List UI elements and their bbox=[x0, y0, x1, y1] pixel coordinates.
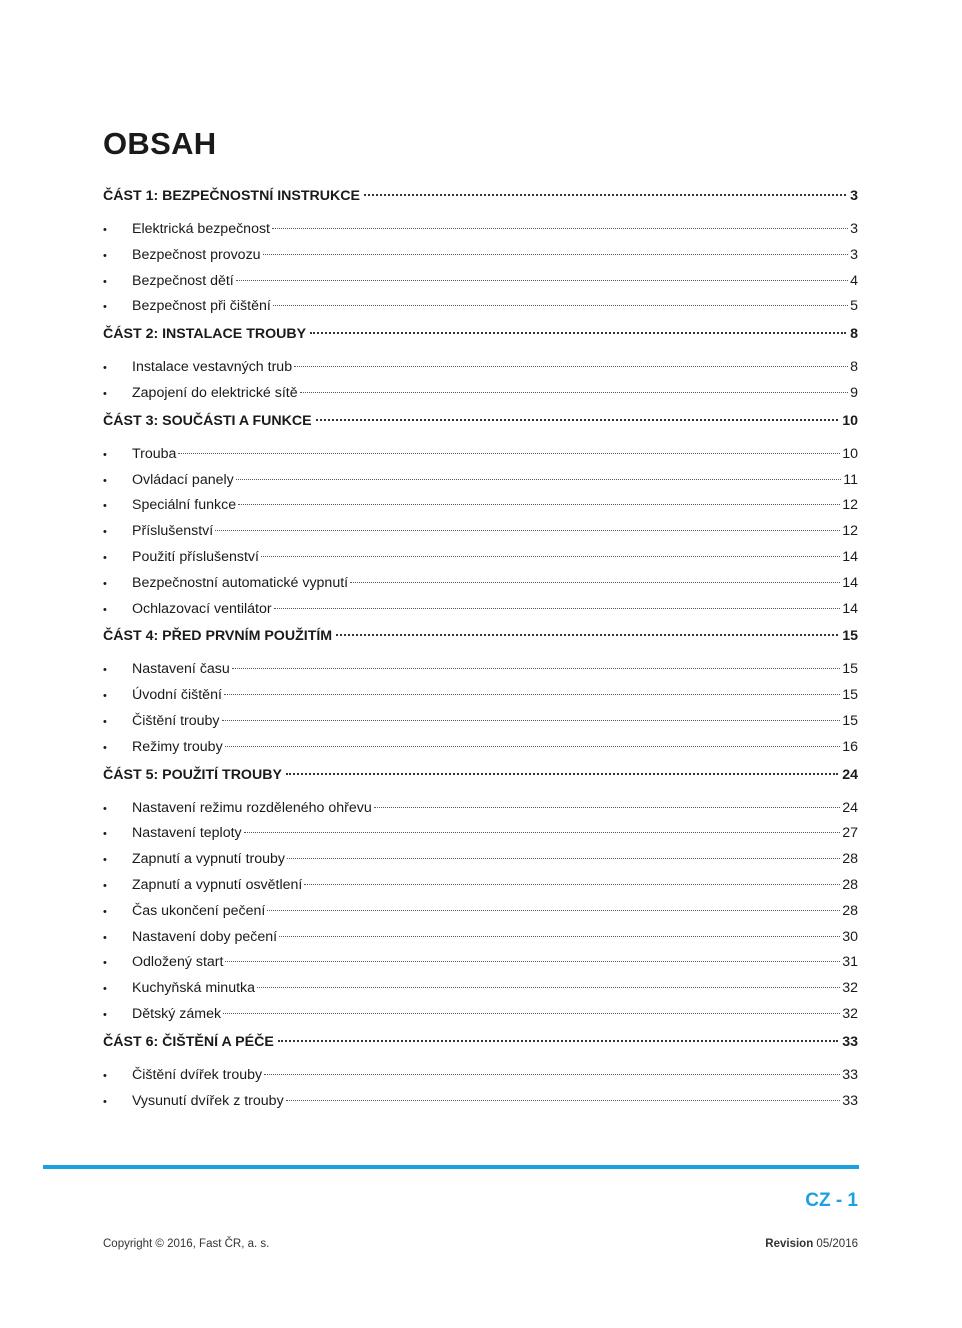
toc-item-page: 15 bbox=[842, 712, 858, 729]
bullet-icon: • bbox=[103, 905, 107, 918]
section-page-number: 33 bbox=[842, 1033, 858, 1050]
toc-section bbox=[103, 1034, 858, 1119]
toc-item-page: 28 bbox=[842, 876, 858, 893]
toc-item-label: Dětský zámek bbox=[132, 1005, 222, 1022]
bullet-icon: • bbox=[103, 690, 107, 703]
toc-item[interactable] bbox=[103, 980, 858, 1006]
toc-item-page: 28 bbox=[842, 851, 858, 868]
section-title: ČÁST 5: POUŽITÍ TROUBY bbox=[103, 766, 282, 783]
toc-item[interactable] bbox=[103, 446, 858, 472]
toc-item-page: 24 bbox=[842, 799, 858, 816]
dot-leader bbox=[310, 332, 846, 334]
dot-leader bbox=[336, 634, 838, 636]
toc-item[interactable] bbox=[103, 903, 858, 929]
bullet-icon: • bbox=[103, 1008, 107, 1021]
toc-item[interactable] bbox=[103, 825, 858, 851]
section-page-number: 10 bbox=[842, 412, 858, 429]
bullet-icon: • bbox=[103, 500, 107, 513]
toc-item-page: 15 bbox=[842, 687, 858, 704]
toc-section bbox=[103, 767, 858, 1032]
toc-item-page: 32 bbox=[842, 1005, 858, 1022]
bullet-icon: • bbox=[103, 603, 107, 616]
toc-item-page: 3 bbox=[850, 246, 858, 263]
toc-item-label: Bezpečnost při čištění bbox=[132, 298, 271, 315]
bullet-icon: • bbox=[103, 1095, 107, 1108]
section-title: ČÁST 6: ČIŠTĚNÍ A PÉČE bbox=[103, 1033, 274, 1050]
dot-leader bbox=[263, 254, 849, 255]
toc-item[interactable] bbox=[103, 1006, 858, 1032]
dot-leader bbox=[300, 392, 849, 393]
dot-leader bbox=[224, 694, 840, 695]
bullet-icon: • bbox=[103, 301, 107, 314]
bullet-icon: • bbox=[103, 224, 107, 236]
toc-item-label: Ochlazovací ventilátor bbox=[132, 600, 272, 617]
section-title: ČÁST 3: SOUČÁSTI A FUNKCE bbox=[103, 412, 312, 429]
dot-leader bbox=[261, 556, 840, 557]
dot-leader bbox=[178, 453, 840, 454]
dot-leader bbox=[267, 910, 840, 911]
dot-leader bbox=[278, 1040, 838, 1042]
dot-leader bbox=[286, 1100, 841, 1101]
toc-item-label: Zapnutí a vypnutí osvětlení bbox=[132, 876, 303, 893]
dot-leader bbox=[236, 280, 848, 281]
dot-leader bbox=[304, 884, 840, 885]
toc-item-label: Nastavení režimu rozděleného ohřevu bbox=[132, 799, 372, 816]
section-page-number: 24 bbox=[842, 766, 858, 783]
toc-item[interactable] bbox=[103, 1067, 858, 1093]
footer-divider bbox=[43, 1165, 859, 1169]
toc-item[interactable] bbox=[103, 713, 858, 739]
toc-item-list bbox=[103, 1067, 858, 1119]
dot-leader bbox=[223, 1013, 840, 1014]
toc-item-page: 4 bbox=[850, 272, 858, 289]
toc-item[interactable] bbox=[103, 661, 858, 687]
bullet-icon: • bbox=[103, 715, 107, 728]
toc-section-heading[interactable] bbox=[103, 413, 858, 443]
toc-item-label: Zapojení do elektrické sítě bbox=[132, 384, 298, 401]
toc-item[interactable] bbox=[103, 601, 858, 627]
toc-item-label: Příslušenství bbox=[132, 523, 214, 540]
toc-item[interactable] bbox=[103, 549, 858, 575]
section-title: ČÁST 1: BEZPEČNOSTNÍ INSTRUKCE bbox=[103, 188, 360, 204]
toc-item-page: 16 bbox=[842, 738, 858, 755]
toc-section bbox=[103, 628, 858, 764]
toc-item-page: 27 bbox=[842, 825, 858, 842]
toc-item[interactable] bbox=[103, 851, 858, 877]
bullet-icon: • bbox=[103, 879, 107, 892]
toc-item-label: Úvodní čištění bbox=[132, 687, 222, 704]
bullet-icon: • bbox=[103, 1069, 107, 1082]
bullet-icon: • bbox=[103, 931, 107, 944]
toc-item-page: 9 bbox=[850, 384, 858, 401]
toc-item-label: Čas ukončení pečení bbox=[132, 902, 266, 919]
dot-leader bbox=[287, 858, 840, 859]
toc-item-list bbox=[103, 800, 858, 1032]
toc-item-label: Vysunutí dvířek z trouby bbox=[132, 1092, 284, 1109]
toc-item[interactable] bbox=[103, 523, 858, 549]
dot-leader bbox=[350, 582, 840, 583]
toc-item-label: Nastavení teploty bbox=[132, 825, 242, 842]
toc-item[interactable] bbox=[103, 954, 858, 980]
toc-item[interactable] bbox=[103, 472, 858, 498]
dot-leader bbox=[236, 479, 842, 480]
dot-leader bbox=[264, 1074, 840, 1075]
toc-item-label: Odložený start bbox=[132, 954, 224, 971]
toc-item-label: Čištění dvířek trouby bbox=[132, 1066, 263, 1083]
dot-leader bbox=[232, 668, 840, 669]
dot-leader bbox=[222, 720, 841, 721]
toc-item-label: Speciální funkce bbox=[132, 497, 237, 514]
toc-section bbox=[103, 413, 858, 627]
bullet-icon: • bbox=[103, 448, 107, 461]
toc-item-label: Bezpečnost provozu bbox=[132, 246, 261, 263]
bullet-icon: • bbox=[103, 387, 107, 400]
toc-item-list bbox=[103, 221, 858, 324]
toc-item-page: 32 bbox=[842, 980, 858, 997]
bullet-icon: • bbox=[103, 526, 107, 539]
section-title: ČÁST 2: INSTALACE TROUBY bbox=[103, 326, 307, 343]
toc-section-heading[interactable] bbox=[103, 188, 858, 218]
toc-item[interactable] bbox=[103, 687, 858, 713]
bullet-icon: • bbox=[103, 741, 107, 754]
bullet-icon: • bbox=[103, 664, 107, 677]
dot-leader bbox=[244, 832, 841, 833]
toc-item-label: Nastavení doby pečení bbox=[132, 928, 278, 945]
toc-item[interactable] bbox=[103, 298, 858, 324]
bullet-icon: • bbox=[103, 362, 107, 375]
toc-item-label: Bezpečnost dětí bbox=[132, 272, 234, 289]
toc-item[interactable] bbox=[103, 247, 858, 273]
bullet-icon: • bbox=[103, 957, 107, 970]
dot-leader bbox=[225, 746, 841, 747]
toc-item[interactable] bbox=[103, 1093, 858, 1119]
toc-section-heading[interactable] bbox=[103, 628, 858, 658]
dot-leader bbox=[364, 194, 846, 196]
toc-item-page: 5 bbox=[850, 298, 858, 315]
table-of-contents bbox=[103, 188, 858, 1120]
toc-item-page: 12 bbox=[842, 497, 858, 514]
toc-item[interactable] bbox=[103, 221, 858, 247]
revision-value: 05/2016 bbox=[816, 1238, 858, 1250]
toc-item-list bbox=[103, 359, 858, 411]
bullet-icon: • bbox=[103, 802, 107, 815]
bullet-icon: • bbox=[103, 828, 107, 841]
dot-leader bbox=[286, 773, 838, 775]
bullet-icon: • bbox=[103, 249, 107, 262]
dot-leader bbox=[238, 504, 840, 505]
toc-item-label: Instalace vestavných trub bbox=[132, 359, 293, 376]
toc-item-page: 14 bbox=[842, 574, 858, 591]
toc-item-page: 31 bbox=[842, 954, 858, 971]
dot-leader bbox=[316, 419, 839, 421]
toc-item[interactable] bbox=[103, 739, 858, 765]
toc-item-label: Čištění trouby bbox=[132, 712, 220, 729]
toc-item-list bbox=[103, 661, 858, 764]
toc-item-label: Trouba bbox=[132, 445, 177, 462]
revision-label: Revision bbox=[765, 1238, 814, 1250]
toc-section-heading[interactable] bbox=[103, 767, 858, 797]
toc-item[interactable] bbox=[103, 929, 858, 955]
toc-item[interactable] bbox=[103, 273, 858, 299]
dot-leader bbox=[294, 366, 848, 367]
section-page-number: 8 bbox=[850, 326, 858, 343]
toc-section-heading[interactable] bbox=[103, 1034, 858, 1064]
dot-leader bbox=[215, 530, 840, 531]
toc-item-page: 28 bbox=[842, 902, 858, 919]
toc-item-label: Kuchyňská minutka bbox=[132, 980, 256, 997]
toc-item-page: 8 bbox=[850, 359, 858, 376]
toc-item[interactable] bbox=[103, 359, 858, 385]
toc-item-label: Elektrická bezpečnost bbox=[132, 221, 271, 237]
bullet-icon: • bbox=[103, 275, 107, 288]
toc-item-page: 14 bbox=[842, 548, 858, 565]
bullet-icon: • bbox=[103, 854, 107, 867]
dot-leader bbox=[257, 987, 840, 988]
section-title: ČÁST 4: PŘED PRVNÍM POUŽITÍM bbox=[103, 628, 333, 645]
bullet-icon: • bbox=[103, 983, 107, 996]
dot-leader bbox=[274, 608, 841, 609]
toc-item-page: 33 bbox=[842, 1066, 858, 1083]
copyright-notice: Copyright © 2016, Fast ČR, a. s. bbox=[103, 1238, 270, 1250]
bullet-icon: • bbox=[103, 551, 107, 564]
toc-item-label: Použití příslušenství bbox=[132, 548, 259, 565]
toc-item-label: Nastavení času bbox=[132, 661, 230, 678]
toc-item-page: 11 bbox=[843, 471, 858, 488]
revision-info bbox=[765, 1238, 858, 1250]
toc-item-page: 30 bbox=[842, 928, 858, 945]
page-title: OBSAH bbox=[103, 126, 217, 161]
toc-item-page: 14 bbox=[842, 600, 858, 617]
toc-item-label: Ovládací panely bbox=[132, 471, 234, 488]
toc-item[interactable] bbox=[103, 877, 858, 903]
dot-leader bbox=[279, 936, 840, 937]
toc-section bbox=[103, 188, 858, 324]
toc-item-list bbox=[103, 446, 858, 627]
section-page-number: 15 bbox=[842, 628, 858, 645]
toc-item-page: 33 bbox=[842, 1092, 858, 1109]
toc-section bbox=[103, 326, 858, 411]
toc-item-label: Zapnutí a vypnutí trouby bbox=[132, 851, 286, 868]
toc-item-page: 15 bbox=[842, 661, 858, 678]
dot-leader bbox=[225, 961, 840, 962]
toc-section-heading[interactable] bbox=[103, 326, 858, 356]
bullet-icon: • bbox=[103, 474, 107, 487]
toc-item[interactable] bbox=[103, 497, 858, 523]
dot-leader bbox=[272, 228, 848, 229]
dot-leader bbox=[374, 807, 840, 808]
toc-item-page: 12 bbox=[842, 523, 858, 540]
bullet-icon: • bbox=[103, 577, 107, 590]
section-page-number: 3 bbox=[850, 188, 858, 204]
dot-leader bbox=[273, 305, 848, 306]
toc-item-page: 10 bbox=[842, 445, 858, 462]
toc-item[interactable] bbox=[103, 800, 858, 826]
toc-item-label: Bezpečnostní automatické vypnutí bbox=[132, 574, 349, 591]
page-number: CZ - 1 bbox=[805, 1190, 858, 1211]
toc-item-page: 3 bbox=[850, 221, 858, 237]
toc-item[interactable] bbox=[103, 575, 858, 601]
toc-item-label: Režimy trouby bbox=[132, 738, 223, 755]
toc-item[interactable] bbox=[103, 385, 858, 411]
